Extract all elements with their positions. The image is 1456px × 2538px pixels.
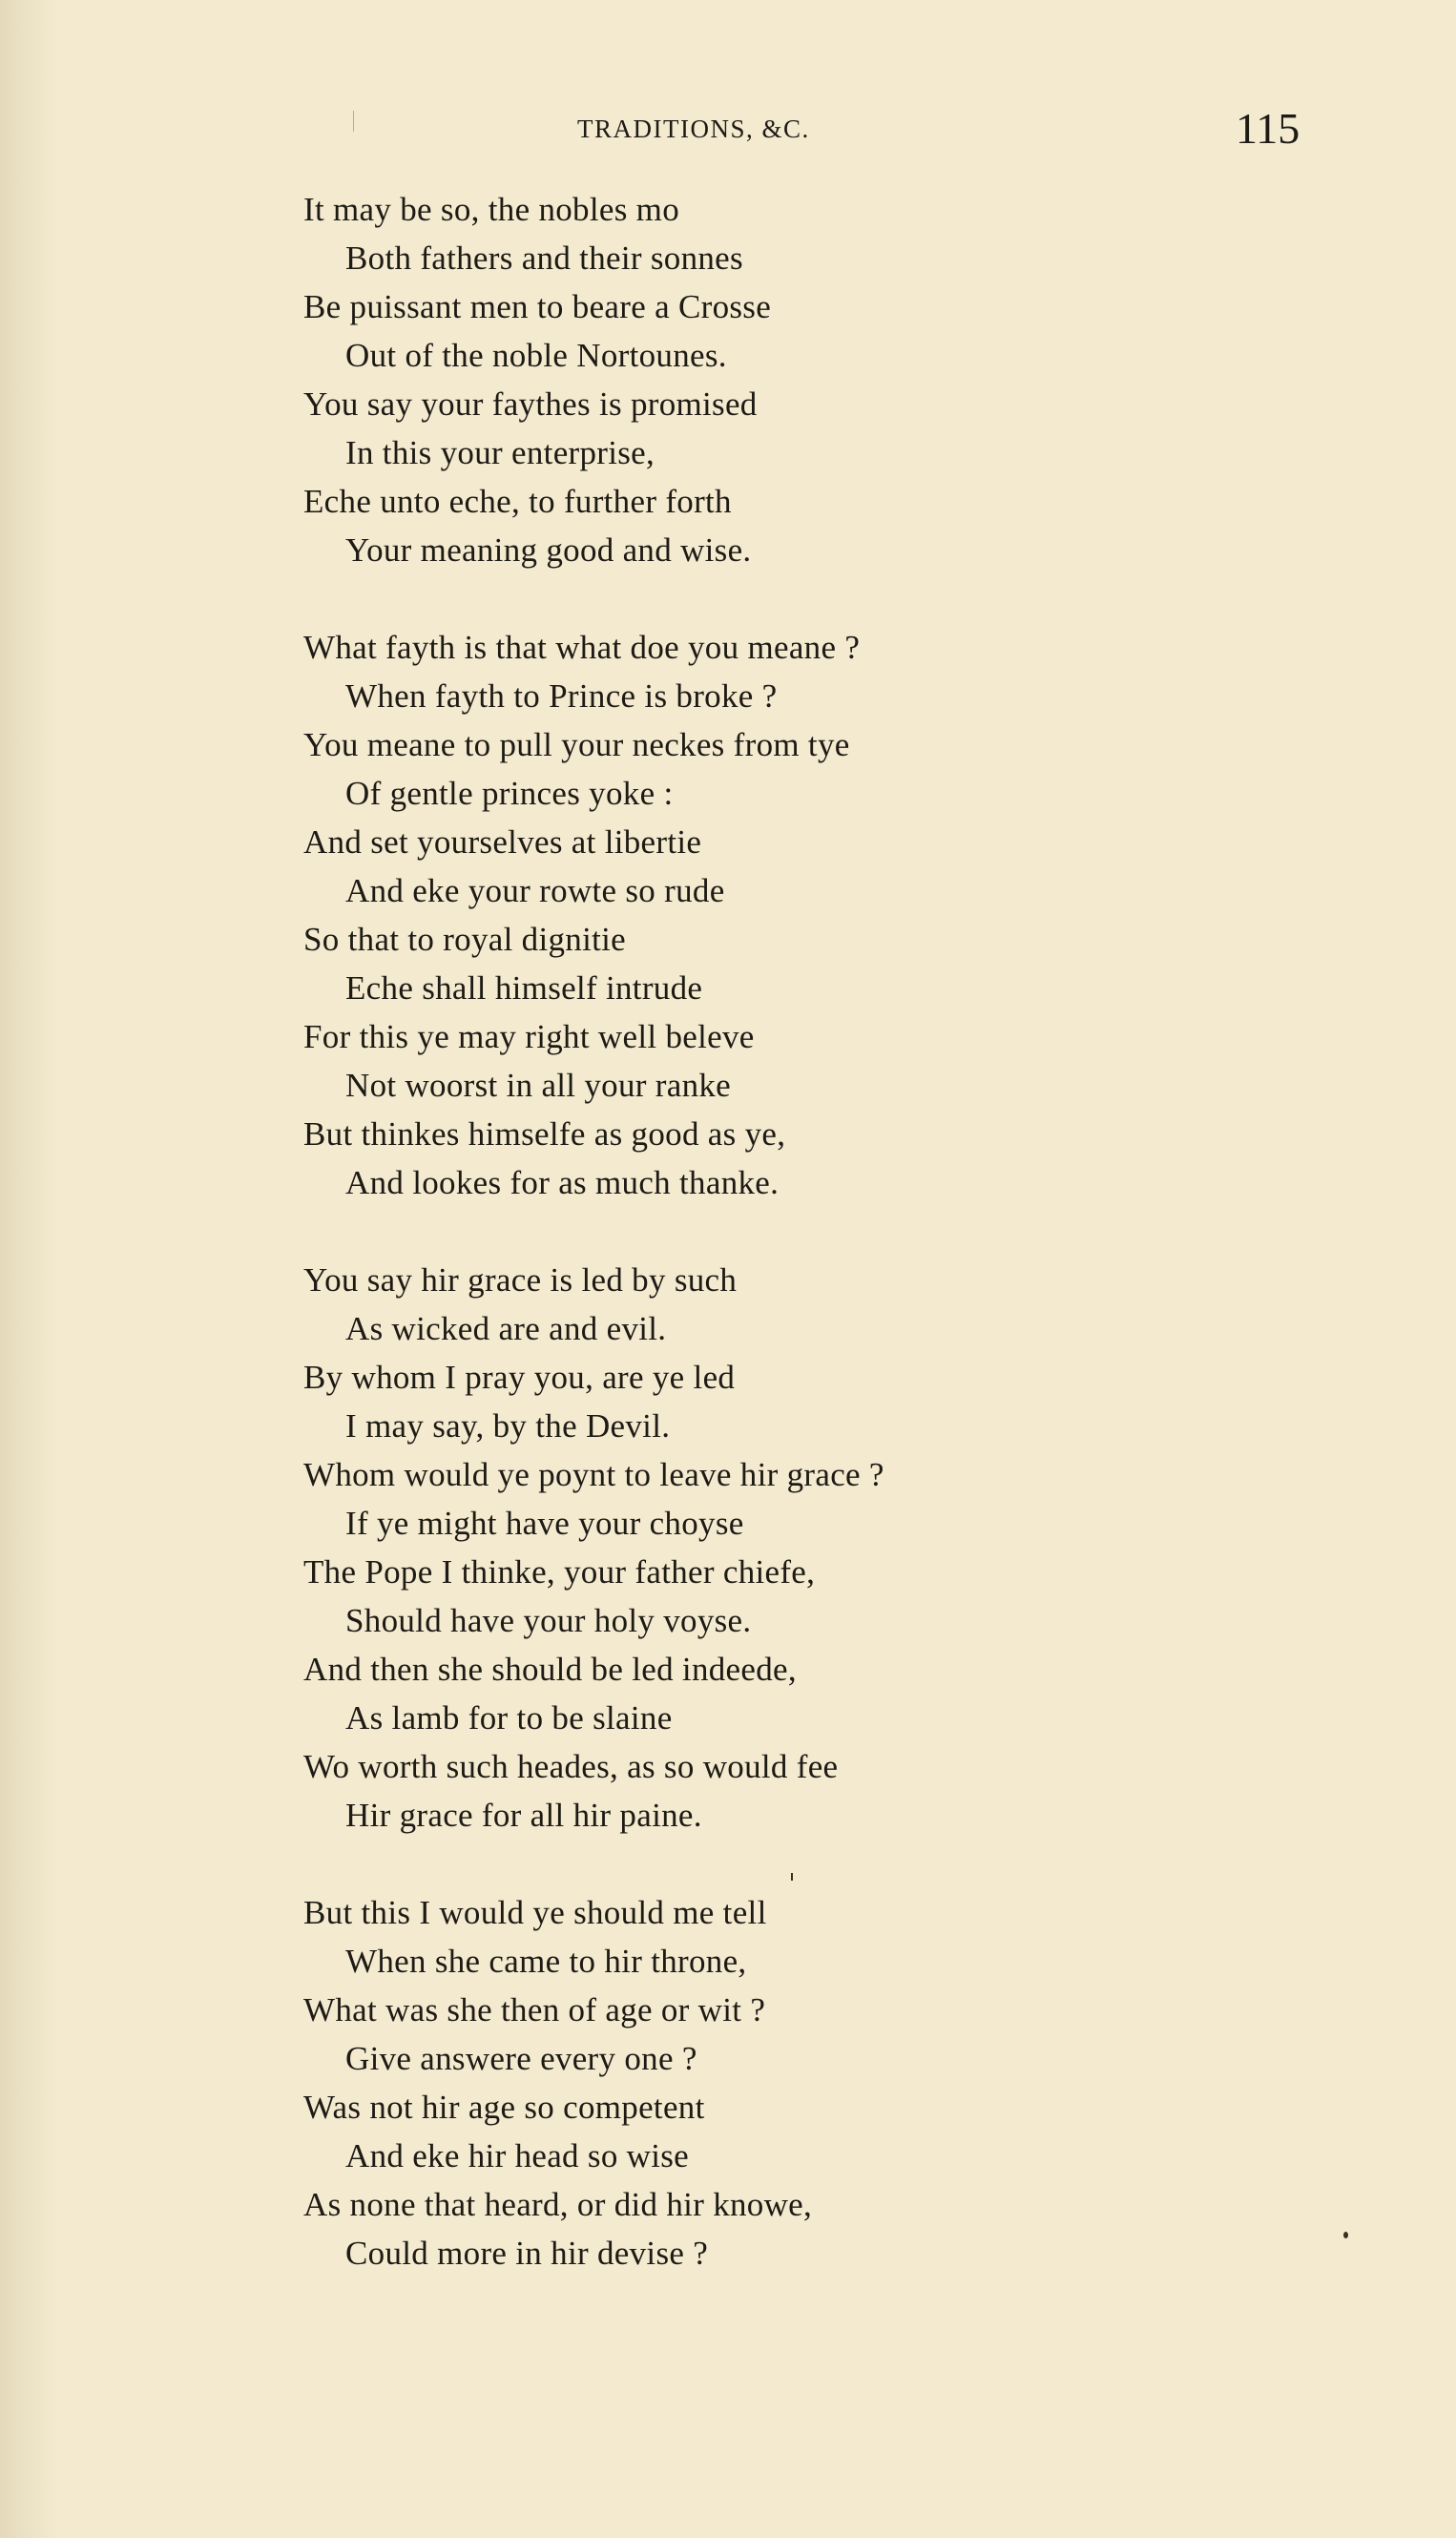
- running-head: [0, 103, 1456, 160]
- poem-line: What was she then of age or wit ?: [303, 1991, 766, 2028]
- poem-line: Eche unto eche, to further forth: [303, 483, 732, 520]
- poem-line: Could more in hir devise ?: [345, 2235, 709, 2272]
- poem-line: And lookes for as much thanke.: [345, 1164, 780, 1201]
- poem-line: When fayth to Prince is broke ?: [345, 677, 778, 715]
- poem-line: The Pope I thinke, your father chiefe,: [303, 1553, 816, 1591]
- poem-line: Both fathers and their sonnes: [345, 239, 743, 277]
- poem-line: But this I would ye should me tell: [303, 1894, 767, 1931]
- stanza-4: [303, 1888, 1401, 2278]
- poem-line: Your meaning good and wise.: [345, 531, 752, 569]
- poem-line: But thinkes himselfe as good as ye,: [303, 1115, 786, 1153]
- poem-line: Not woorst in all your ranke: [345, 1067, 732, 1104]
- stanza-3: [303, 1256, 1401, 1840]
- running-title: TRADITIONS, &C.: [577, 114, 810, 143]
- ink-speck: [1343, 2232, 1348, 2238]
- poem-line: Of gentle princes yoke :: [345, 775, 674, 812]
- stanza-2: [303, 623, 1401, 1207]
- poem-line: When she came to hir throne,: [345, 1943, 747, 1980]
- poem-line: What fayth is that what doe you meane ?: [303, 629, 861, 666]
- poem-line: Eche shall himself intrude: [345, 969, 703, 1007]
- poem: [303, 185, 1401, 2326]
- poem-line: You say your faythes is promised: [303, 385, 758, 423]
- poem-line: And then she should be led indeede,: [303, 1651, 797, 1688]
- poem-line: Give answere every one ?: [345, 2040, 697, 2077]
- poem-line: As lamb for to be slaine: [345, 1699, 673, 1737]
- ink-speck: [791, 1873, 793, 1881]
- page-number: 115: [1236, 104, 1300, 153]
- poem-line: Should have your holy voyse.: [345, 1602, 752, 1639]
- poem-line: In this your enterprise,: [345, 434, 655, 471]
- poem-line: As wicked are and evil.: [345, 1310, 667, 1347]
- poem-line: Hir grace for all hir paine.: [345, 1797, 702, 1834]
- poem-line: Out of the noble Nortounes.: [345, 337, 727, 374]
- poem-line: Was not hir age so competent: [303, 2089, 705, 2126]
- poem-line: So that to royal dignitie: [303, 921, 627, 958]
- poem-line: And eke hir head so wise: [345, 2137, 690, 2174]
- poem-line: As none that heard, or did hir knowe,: [303, 2186, 813, 2223]
- poem-line: Wo worth such heades, as so would fee: [303, 1748, 839, 1785]
- poem-line: You say hir grace is led by such: [303, 1261, 738, 1299]
- poem-line: You meane to pull your neckes from tye: [303, 726, 850, 763]
- poem-line: Whom would ye poynt to leave hir grace ?: [303, 1456, 884, 1493]
- poem-line: It may be so, the nobles mo: [303, 191, 680, 228]
- poem-line: If ye might have your choyse: [345, 1505, 744, 1542]
- poem-line: For this ye may right well beleve: [303, 1018, 755, 1055]
- stanza-1: [303, 185, 1401, 574]
- poem-line: I may say, by the Devil.: [345, 1407, 671, 1445]
- poem-line: And set yourselves at libertie: [303, 823, 702, 861]
- poem-line: Be puissant men to beare a Crosse: [303, 288, 772, 325]
- poem-line: By whom I pray you, are ye led: [303, 1359, 736, 1396]
- poem-line: And eke your rowte so rude: [345, 872, 725, 909]
